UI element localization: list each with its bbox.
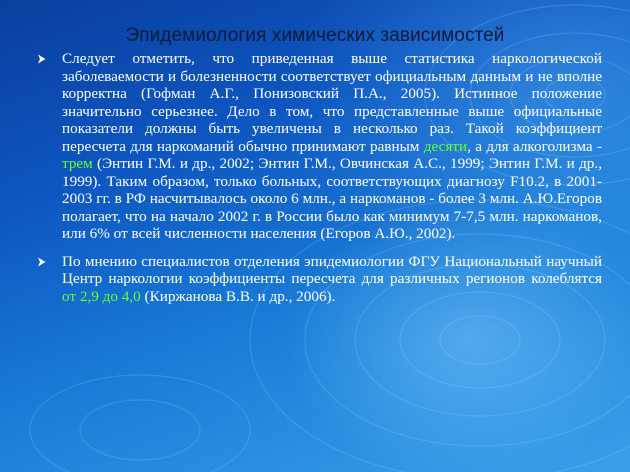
slide-title: Эпидемиология химических зависимостей — [125, 25, 505, 46]
highlight-coefficient-alcohol: трем — [62, 155, 93, 172]
highlight-coefficient-range: от 2,9 до 4,0 — [62, 287, 141, 305]
paragraph-text: (Киржанова В.В. и др., 2006). — [140, 287, 336, 305]
chevron-right-icon — [36, 53, 48, 65]
paragraph-text: , а для алкоголизма - — [467, 137, 602, 155]
bullet-paragraph-2 — [36, 253, 602, 306]
bullet-paragraph-1 — [36, 50, 602, 243]
chevron-right-icon — [36, 256, 48, 268]
paragraph-text: (Энтин Г.М. и др., 2002; Энтин Г.М., Овчинская А.С., 1999; Энтин Г.М. и др., 1999). Таким образом, только больных, соответствующих диагнозу F10.2, в 2001-2003 гг. в РФ насчитывалось около 6 млн., а наркоманов - более 3 млн. А.Ю.Егоров полагает, что на начало 2002 г. в России было как минимум 7-7,5 млн. наркоманов, или 6% от всей численности населения (Егоров А.Ю., 2002). — [62, 155, 602, 242]
highlight-coefficient-drugs: десяти — [423, 137, 468, 155]
paragraph-text: По мнению специалистов отделения эпидемиологии ФГУ Национальный научный Центр наркологии коэффициенты пересчета для различных регионов колеблятся — [62, 252, 602, 287]
paragraph-text: Следует отметить, что приведенная выше статистика наркологической заболеваемости и болезненности соответствует официальным данным и не вполне корректна (Гофман А.Г., Понизовский П.А., 2005). Истинное положение значительно серьезнее. Дело в том, что представленные выше официальные показатели должны быть увеличены в несколько раз. Такой коэффициент пересчета для наркоманий обычно принимают равным — [62, 50, 602, 155]
slide-body — [36, 50, 602, 315]
